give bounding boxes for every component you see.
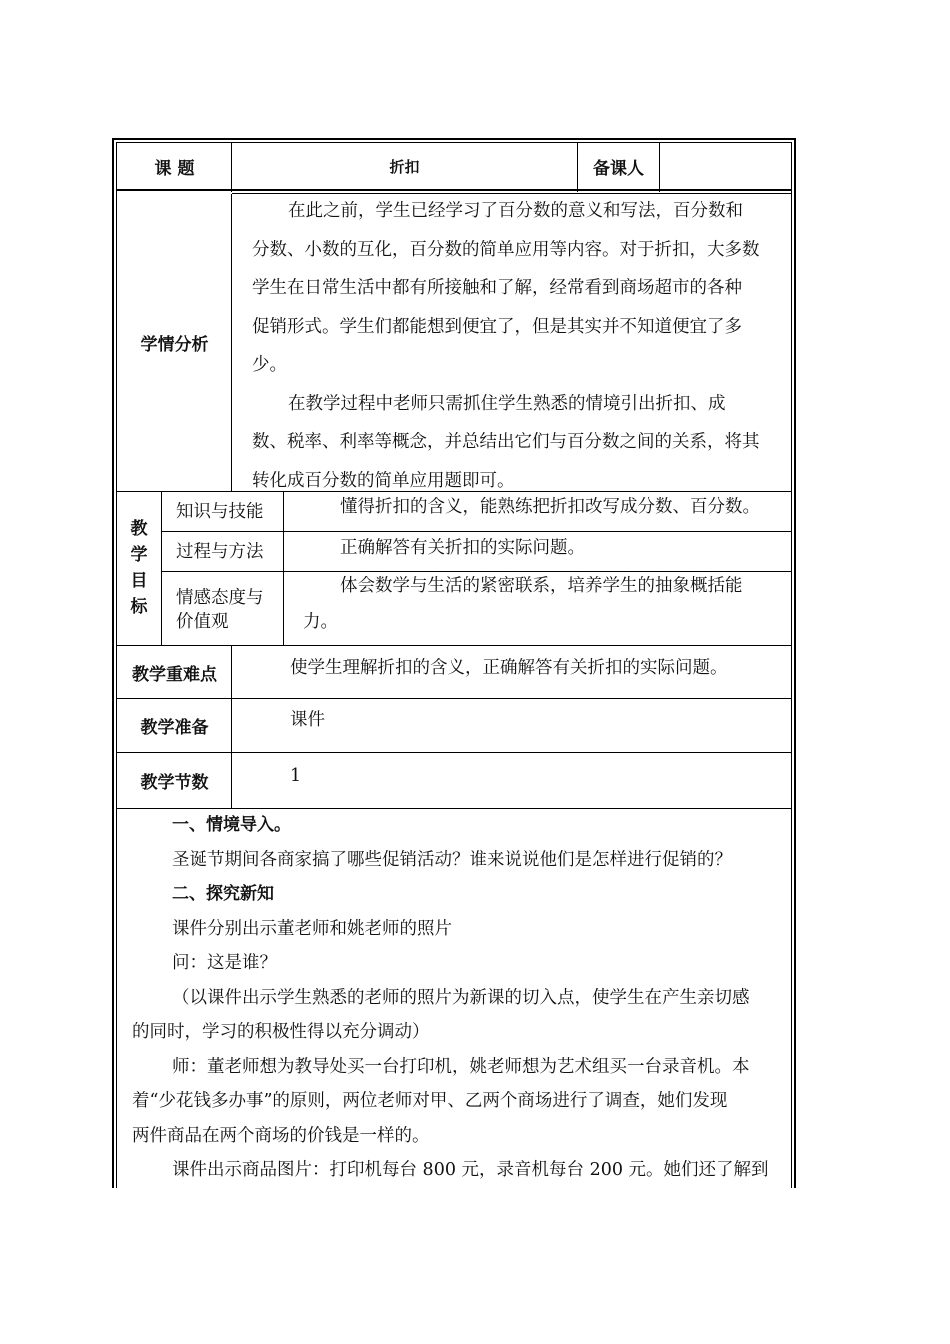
goals-label-char: 教 [130, 519, 148, 539]
process-heading-2: 二、探究新知 [172, 884, 274, 904]
process-line: 两件商品在两个商场的价钱是一样的。 [132, 1125, 430, 1146]
lower-col-divider [231, 645, 232, 808]
goal-name-attitude-2: 价值观 [176, 612, 229, 632]
process-line: 问：这是谁？ [172, 953, 277, 973]
goals-label-divider [161, 491, 162, 645]
keypoints-text: 使学生理解折扣的含义，正确解答有关折扣的实际问题。 [290, 658, 728, 678]
prep-label: 教学准备 [140, 718, 209, 738]
process-line: 的同时，学习的积极性得以充分调动） [132, 1022, 430, 1042]
preparer-value [660, 144, 790, 189]
analysis-line: 少。 [252, 355, 287, 375]
goals-name-divider [283, 491, 284, 645]
goal-text-process: 正确解答有关折扣的实际问题。 [340, 538, 585, 558]
sessions-label: 教学节数 [140, 773, 209, 793]
goal-row2-rule [162, 571, 792, 572]
analysis-line: 转化成百分数的简单应用题即可。 [252, 470, 515, 491]
analysis-text [252, 192, 792, 500]
header-bottom-rule [116, 189, 792, 191]
process-line: （以课件出示学生熟悉的老师的照片为新课的切入点，使学生在产生亲切感 [172, 987, 750, 1008]
process-heading-1: 一、情境导入。 [172, 815, 291, 835]
sessions-text: 1 [290, 766, 302, 786]
goals-label [124, 516, 154, 620]
analysis-line: 在此之前，学生已经学习了百分数的意义和写法，百分数和 [288, 201, 743, 221]
process-line: 课件出示商品图片：打印机每台 800 元，录音机每台 200 元。她们还了解到 [172, 1160, 769, 1180]
goal-text-attitude-2: 力。 [303, 612, 338, 632]
goal-text-attitude: 体会数学与生活的紧密联系，培养学生的抽象概括能 [340, 576, 743, 596]
goal-name-attitude: 情感态度与 [176, 588, 264, 608]
analysis-line: 数、税率、利率等概念，并总结出它们与百分数之间的关系，将其 [252, 432, 760, 452]
goals-label-char: 学 [130, 545, 148, 565]
goals-label-char: 目 [130, 571, 148, 591]
goals-label-char: 标 [130, 597, 148, 617]
keypoints-label: 教学重难点 [132, 664, 217, 685]
analysis-line: 促销形式。学生们都能想到便宜了，但是其实并不知道便宜了多 [252, 316, 742, 337]
topic-value: 折扣 [389, 158, 420, 176]
analysis-label: 学情分析 [140, 335, 209, 355]
process-line: 圣诞节期间各商家搞了哪些促销活动？谁来说说他们是怎样进行促销的？ [172, 849, 732, 870]
analysis-line: 分数、小数的互化，百分数的简单应用等内容。对于折扣，大多数 [252, 239, 760, 260]
process-line: 师：董老师想为教导处买一台打印机，姚老师想为艺术组买一台录音机。本 [172, 1056, 750, 1077]
process-section [132, 808, 792, 1188]
goal-name-knowledge: 知识与技能 [176, 502, 264, 522]
preparer-label: 备课人 [593, 159, 644, 179]
analysis-line: 在教学过程中老师只需抓住学生熟悉的情境引出折扣、成 [288, 393, 726, 414]
process-line: 课件分别出示董老师和姚老师的照片 [172, 918, 452, 939]
process-line: 着“少花钱多办事”的原则，两位老师对甲、乙两个商场进行了调查，她们发现 [132, 1091, 728, 1111]
topic-label: 课 题 [154, 159, 195, 179]
goal-row1-rule [162, 531, 792, 532]
goal-text-knowledge: 懂得折扣的含义，能熟练把折扣改写成分数、百分数。 [340, 497, 760, 517]
analysis-line: 学生在日常生活中都有所接触和了解，经常看到商场超市的各种 [252, 278, 742, 298]
goal-name-process: 过程与方法 [176, 542, 264, 562]
prep-text: 课件 [290, 710, 325, 730]
analysis-col-divider [231, 194, 232, 491]
